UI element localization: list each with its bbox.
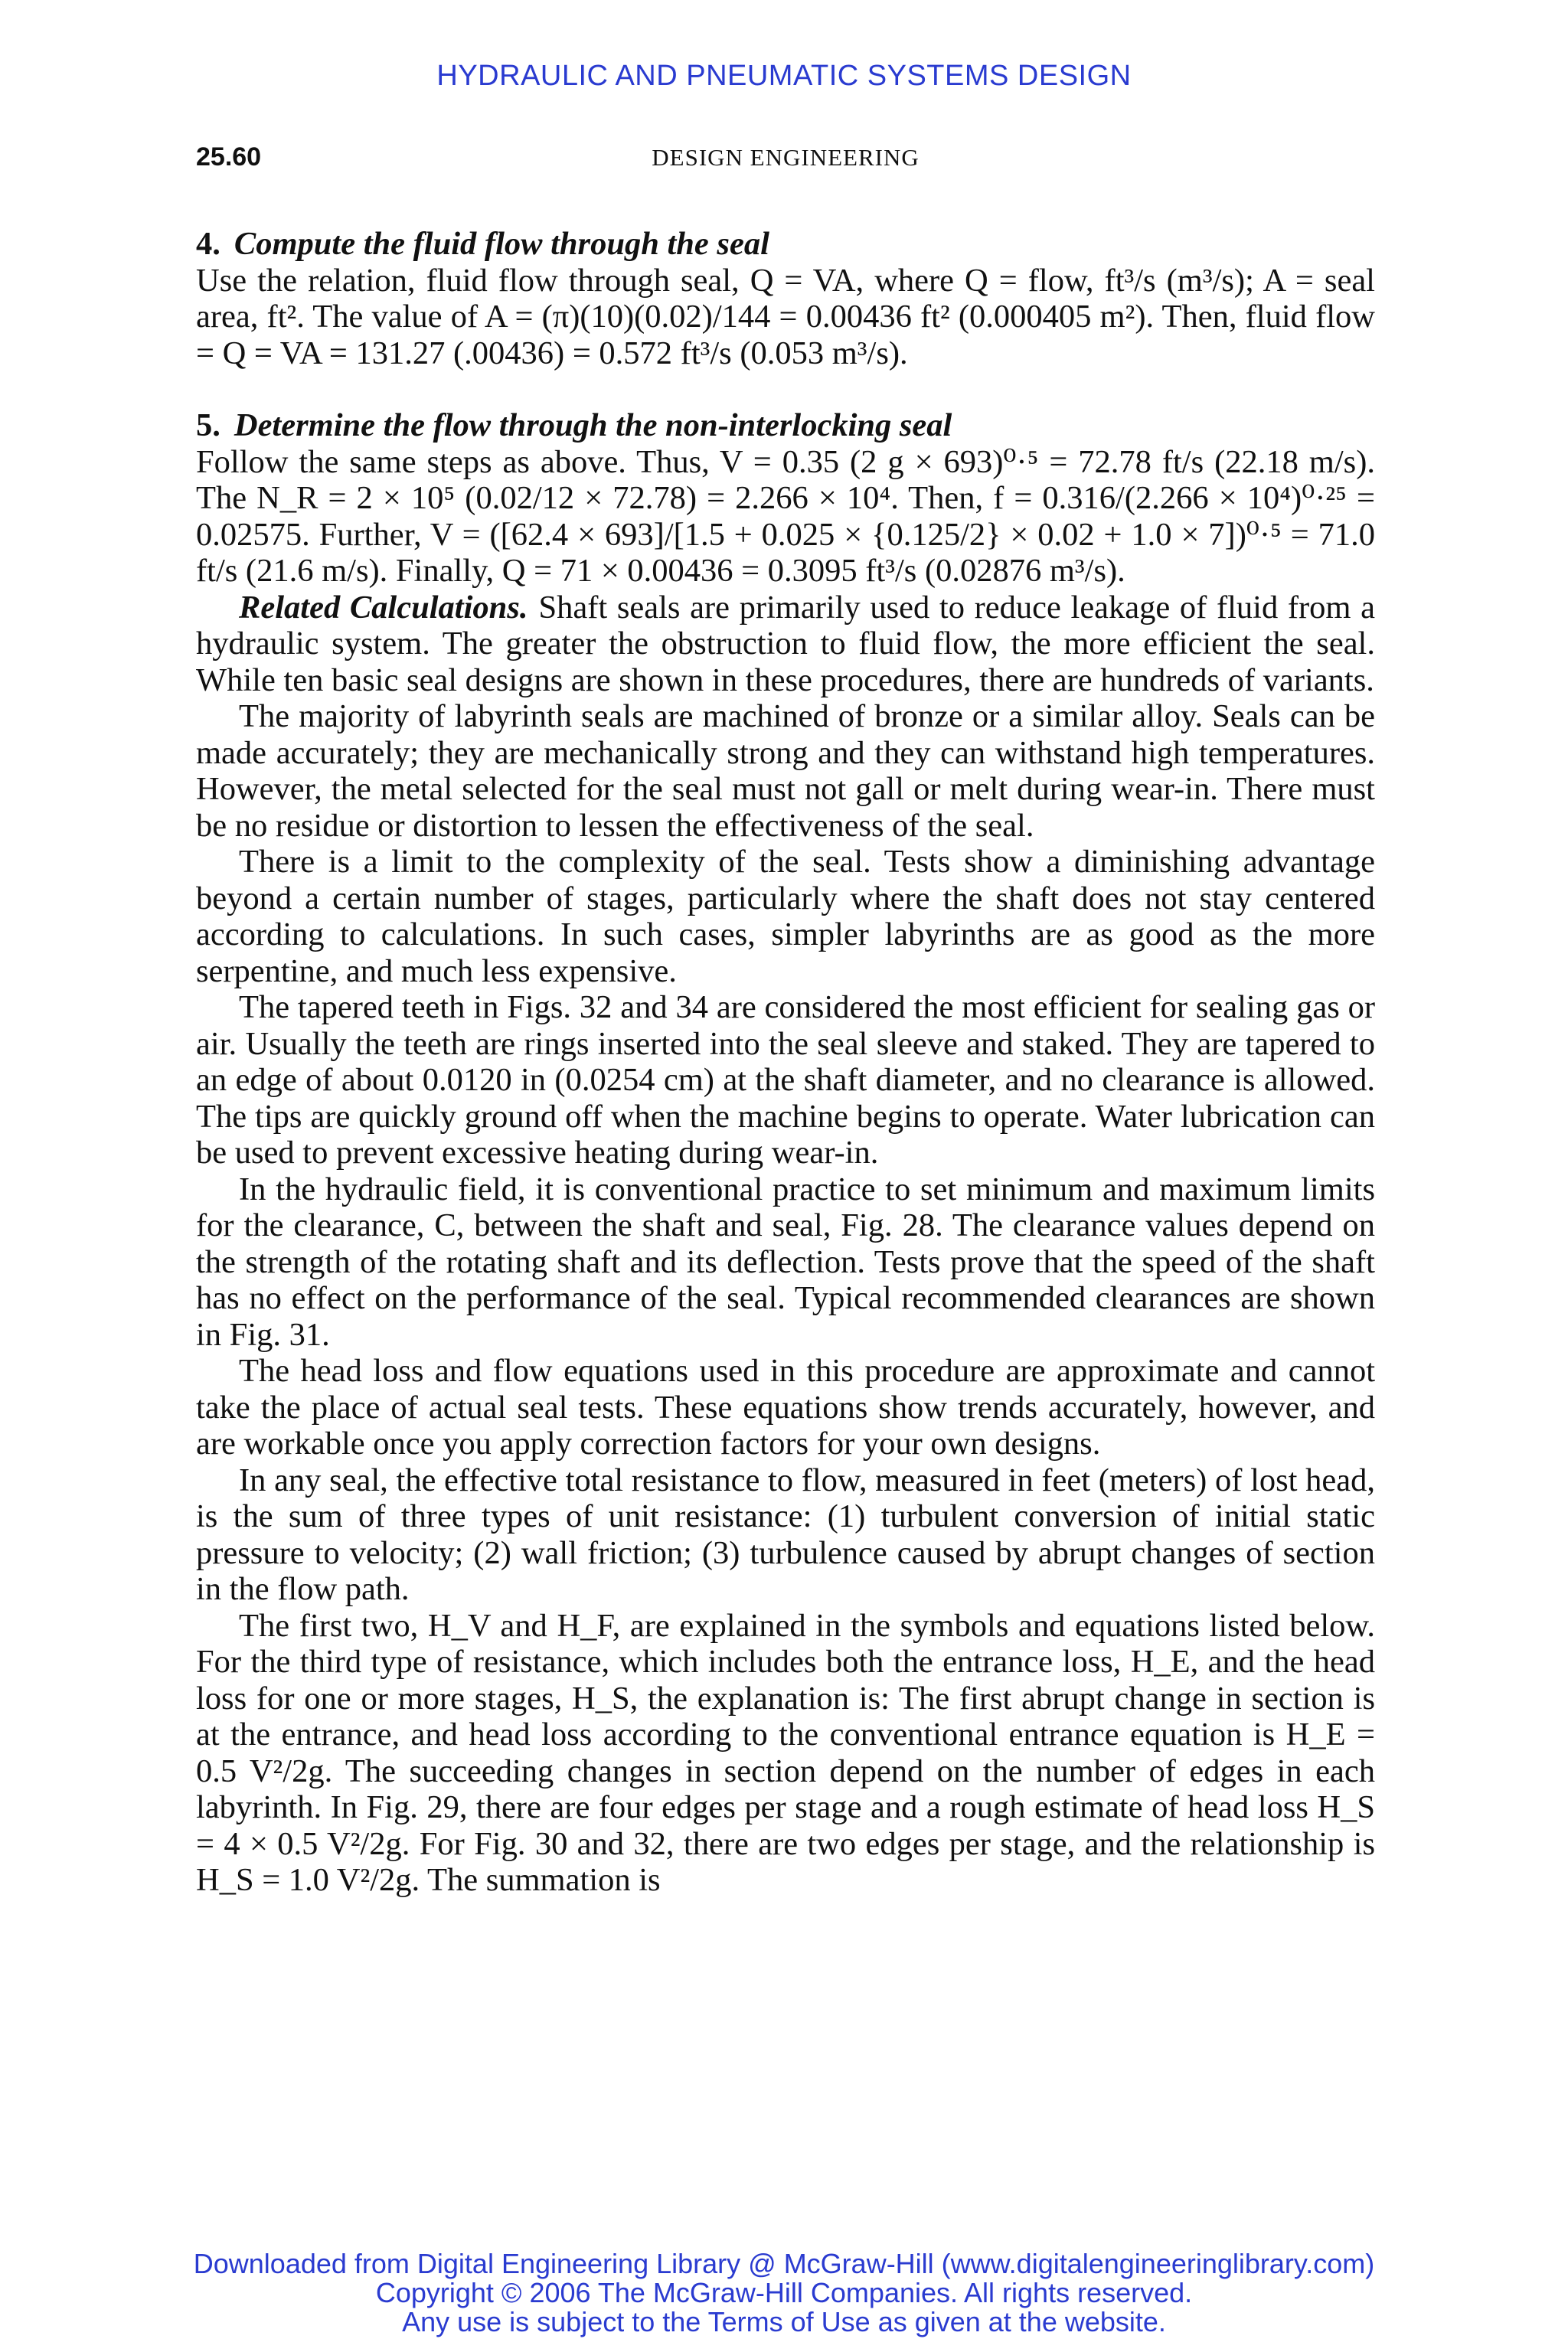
step-5-heading [196, 407, 1375, 444]
step-4-heading [196, 226, 1375, 263]
paragraph-hydraulic-clearance: In the hydraulic field, it is conventional practice to set minimum and maximum limits for the clearance, C, between the shaft and seal, Fig. 28. The clearance values depend on the strength of the rotating shaft and its deflection. Tests prove that the speed of the shaft has no effect on the performance of the seal. Typical recommended clearances are shown in Fig. 31. [196, 1171, 1375, 1353]
footer-download-link[interactable]: Downloaded from Digital Engineering Library @ McGraw-Hill (www.digitalengineeringlibrary.com) [193, 2248, 1375, 2279]
paragraph-head-loss-equations: The head loss and flow equations used in this procedure are approximate and cannot take the place of actual seal tests. These equations show trends accurately, however, and are workable once you apply correction factors for your own designs. [196, 1353, 1375, 1462]
paragraph-labyrinth-materials: The majority of labyrinth seals are machined of bronze or a similar alloy. Seals can be made accurately; they are mechanically strong and they can withstand high temperatures. However, the metal selected for the seal must not gall or melt during wear-in. There must be no residue or distortion to lessen the effectiveness of the seal. [196, 698, 1375, 844]
footer-terms-of-use[interactable]: Any use is subject to the Terms of Use as given at the website. [402, 2306, 1166, 2337]
related-calculations-label: Related Calculations. [239, 589, 528, 626]
page-header [196, 142, 1375, 176]
top-banner: HYDRAULIC AND PNEUMATIC SYSTEMS DESIGN [436, 60, 1132, 92]
step-4-number: 4. [196, 226, 220, 262]
step-5-title: Determine the flow through the non-interlocking seal [234, 407, 952, 443]
step-4-body: Use the relation, fluid flow through seal, Q = VA, where Q = flow, ft³/s (m³/s); A = seal area, ft². The value of A = (π)(10)(0.02)/144 = 0.00436 ft² (0.000405 m²). Then, fluid flow = Q = VA = 131.27 (.00436) = 0.572 ft³/s (0.053 m³/s). [196, 262, 1375, 371]
step-5-number: 5. [196, 407, 220, 443]
running-head: DESIGN ENGINEERING [652, 144, 920, 171]
step-4-title: Compute the fluid flow through the seal [234, 226, 769, 262]
footer-copyright: Copyright © 2006 The McGraw-Hill Companies. All rights reserved. [375, 2277, 1193, 2308]
main-text [196, 226, 1375, 1899]
related-calculations-text: Shaft seals are primarily used to reduce leakage of fluid from a hydraulic system. The greater the obstruction to fluid flow, the more efficient the seal. While ten basic seal designs are shown in these procedures, there are hundreds of variants. [196, 589, 1375, 698]
paragraph-resistance-types: The first two, H_V and H_F, are explained in the symbols and equations listed below. For the third type of resistance, which includes both the entrance loss, H_E, and the head loss for one or more stages, H_S, the explanation is: The first abrupt change in section is at the entrance, and head loss according to the conventional entrance equation is H_E = 0.5 V²/2g. The succeeding changes in section depend on the number of edges in each labyrinth. In Fig. 29, there are four edges per stage and a rough estimate of head loss H_S = 4 × 0.5 V²/2g. For Fig. 30 and 32, there are two edges per stage, and the relationship is H_S = 1.0 V²/2g. The summation is [196, 1607, 1375, 1898]
paragraph-total-resistance: In any seal, the effective total resistance to flow, measured in feet (meters) of lost head, is the sum of three types of unit resistance: (1) turbulent conversion of initial static pressure to velocity; (2) wall friction; (3) turbulence caused by abrupt changes of section in the flow path. [196, 1462, 1375, 1607]
page-number: 25.60 [196, 142, 262, 172]
step-5-body: Follow the same steps as above. Thus, V = 0.35 (2 g × 693)⁰·⁵ = 72.78 ft/s (22.18 m/s). The N_R = 2 × 10⁵ (0.02/12 × 72.78) = 2.266 × 10⁴. Then, f = 0.316/(2.266 × 10⁴)⁰·²⁵ = 0.02575. Further, V = ([62.4 × 693]/[1.5 + 0.025 × {0.125/2} × 0.02 + 1.0 × 7])⁰·⁵ = 71.0 ft/s (21.6 m/s). Finally, Q = 71 × 0.00436 = 0.3095 ft³/s (0.02876 m³/s). [196, 443, 1375, 589]
paragraph-seal-complexity: There is a limit to the complexity of the seal. Tests show a diminishing advantage beyond a certain number of stages, particularly where the shaft does not stay centered according to calculations. In such cases, simpler labyrinths are as good as the more serpentine, and much less expensive. [196, 844, 1375, 989]
related-calculations-paragraph [196, 590, 1375, 699]
footer [0, 2249, 1568, 2337]
paragraph-tapered-teeth: The tapered teeth in Figs. 32 and 34 are considered the most efficient for sealing gas or air. Usually the teeth are rings inserted into the seal sleeve and staked. They are tapered to an edge of about 0.0120 in (0.0254 cm) at the shaft diameter, and no clearance is allowed. The tips are quickly ground off when the machine begins to operate. Water lubrication can be used to prevent excessive heating during wear-in. [196, 989, 1375, 1171]
